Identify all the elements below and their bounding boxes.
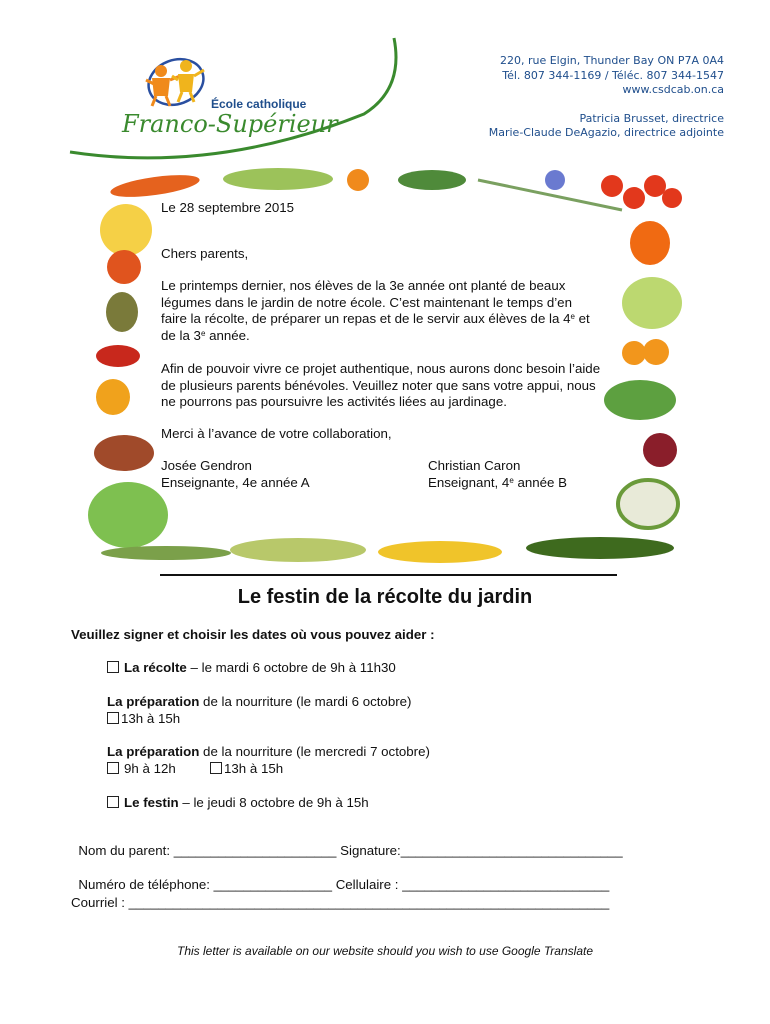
option-prep2-9h[interactable]: 9h à 12h [107, 761, 176, 776]
pepper-cluster-icon [96, 345, 140, 367]
signature-teacher-2 [428, 458, 567, 491]
form-title: Le festin de la récolte du jardin [237, 586, 533, 608]
school-director: Patricia Brusset, directrice [579, 111, 724, 125]
recolte-checkbox[interactable] [107, 661, 119, 673]
school-name: Franco-Supérieur [122, 110, 338, 138]
option-recolte[interactable]: La récolte – le mardi 6 octobre de 9h à 11h30 [107, 660, 396, 675]
lettuce-icon [604, 380, 676, 420]
orange-pepper-icon [630, 221, 670, 265]
section-divider [160, 574, 617, 576]
squash-icon [100, 204, 152, 256]
option-prep1-13h[interactable]: 13h à 15h [107, 711, 180, 726]
zucchini-icon [526, 537, 674, 559]
pear-icon [106, 292, 138, 332]
letter-greeting: Chers parents, [161, 246, 249, 261]
prep1-13h-checkbox[interactable] [107, 712, 119, 724]
school-subtitle: École catholique [211, 97, 307, 111]
option-festin[interactable]: Le festin – le jeudi 8 octobre de 9h à 15h [107, 795, 369, 810]
parent-name-field[interactable] [71, 828, 623, 858]
footer-note: This letter is available on our website should you wish to use Google Translate [177, 944, 593, 958]
signature-label[interactable]: Signature:______________________________ [340, 843, 623, 858]
letter-paragraph-1: Le printemps dernier, nos élèves de la 3e année ont planté de beaux légumes dans le jardin de notre école. C’est maintenant le temps d’en faire la récolte, de préparer un repas et de le servir aux élèves de la 4e et de la 3e année. [161, 278, 590, 343]
carrot-icon [109, 171, 201, 201]
school-website[interactable]: www.csdcab.on.ca [622, 83, 724, 96]
prep2-9h-checkbox[interactable] [107, 762, 119, 774]
teacher-2-role: Enseignant, 4e année B [428, 474, 568, 490]
sweet-potato-icon [94, 435, 154, 471]
orange-icon [347, 169, 369, 191]
school-assistant: Marie-Claude DeAgazio, directrice adjointe [488, 126, 724, 139]
school-phone: Tél. 807 344-1169 / Téléc. 807 344-1547 [502, 68, 724, 82]
corn-icon [378, 541, 502, 563]
email-field[interactable]: Courriel : _________________________________________________________________ [71, 895, 610, 910]
apple-icon [107, 250, 141, 284]
yellow-pepper-icon [96, 379, 130, 415]
prep2-13h-checkbox[interactable] [210, 762, 222, 774]
phone-label[interactable]: Numéro de téléphone: ________________ [78, 877, 336, 892]
tomato-icon [601, 175, 623, 197]
green-bean-icon [101, 546, 231, 560]
letter-paragraph-3: Merci à l’avance de votre collaboration, [161, 426, 392, 441]
cell-label[interactable]: Cellulaire : ____________________________ [335, 877, 610, 892]
grapes-icon [622, 277, 682, 329]
phone-field[interactable] [71, 862, 609, 892]
form-instruction: Veuillez signer et choisir les dates où vous pouvez aider : [71, 627, 435, 642]
teacher-1-role: Enseignante, 4e année A [161, 474, 310, 490]
teacher-1-name: Josée Gendron [161, 458, 252, 473]
prep2-heading: La préparation de la nourriture (le mercredi 7 octobre) [107, 744, 430, 759]
festin-checkbox[interactable] [107, 796, 119, 808]
cabbage-icon [88, 482, 168, 548]
letter-paragraph-2: Afin de pouvoir vivre ce projet authentique, nous aurons donc besoin l’aide de plusieurs parents bénévoles. Veuillez noter que sans votre appui, nous ne pourrons pas poursuivre les activités liées au jardinage. [161, 361, 601, 409]
school-address: 220, rue Elgin, Thunder Bay ON P7A 0A4 [499, 54, 724, 67]
orange-icon [622, 341, 646, 365]
option-prep2-13h[interactable]: 13h à 15h [210, 761, 283, 776]
signature-teacher-1 [161, 458, 310, 491]
rhubarb-icon [230, 538, 366, 562]
corn-icon [223, 168, 333, 190]
prep1-heading: La préparation de la nourriture (le mardi 6 octobre) [107, 694, 412, 709]
flower-icon [545, 170, 565, 190]
herb-icon [398, 170, 466, 190]
beet-icon [643, 433, 677, 467]
parent-name-label[interactable]: Nom du parent: ______________________ [78, 843, 341, 858]
teacher-2-name: Christian Caron [428, 458, 521, 473]
letter-date: Le 28 septembre 2015 [161, 200, 295, 215]
cauliflower-icon [618, 480, 678, 528]
